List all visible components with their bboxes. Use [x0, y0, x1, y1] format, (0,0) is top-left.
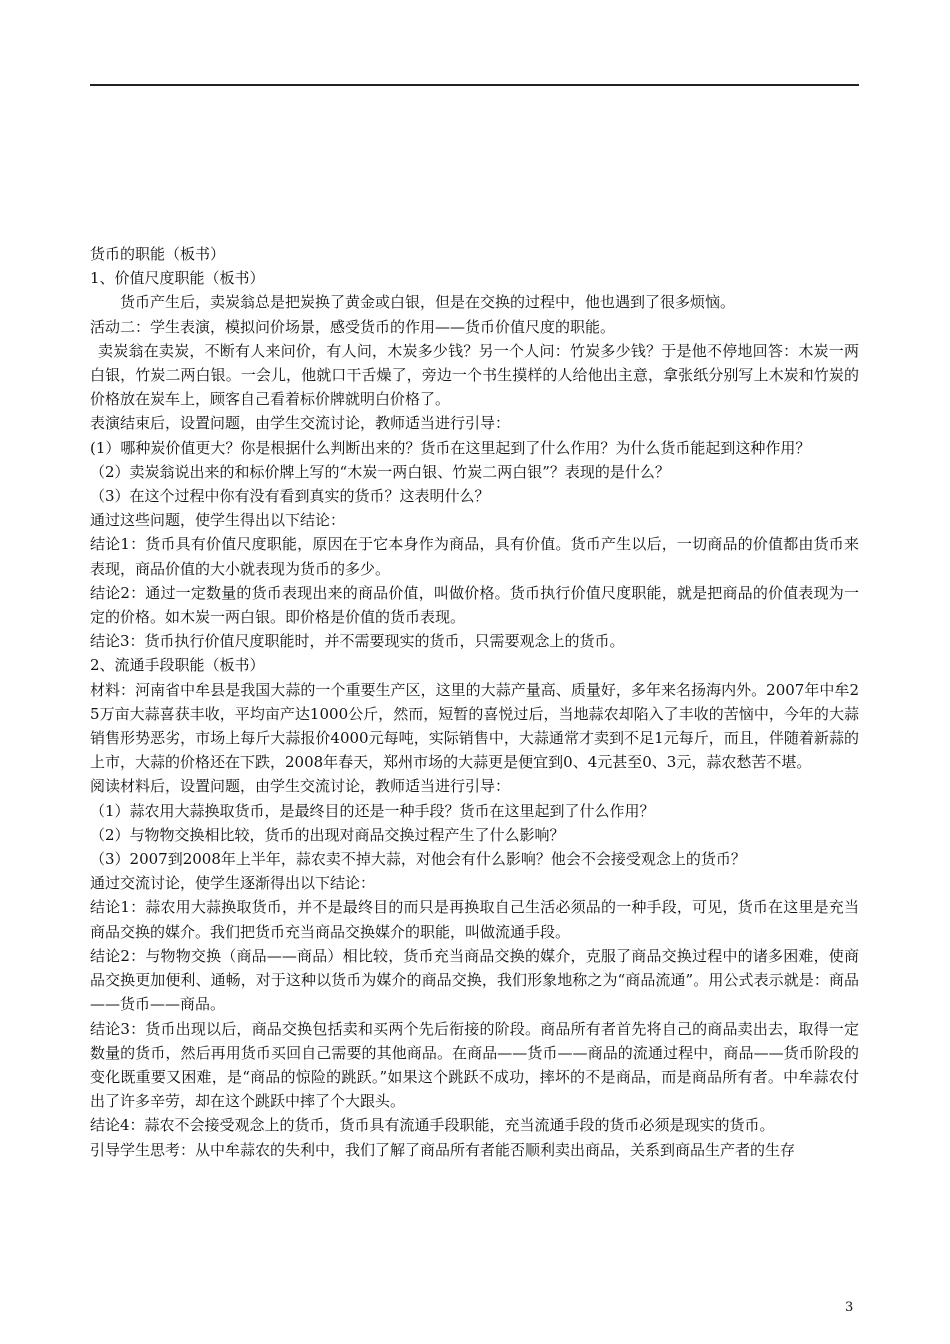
page-number: 3 — [845, 1300, 854, 1315]
paragraph: 卖炭翁在卖炭，不断有人来问价，有人问，木炭多少钱？另一个人问：竹炭多少钱？于是他不停地回答：木炭一两白银，竹炭二两白银。一会儿，他就口干舌燥了，旁边一个书生摸样的人给他出主意，拿张纸分别写上木炭和竹炭的价格放在炭车上，顾客自己看着标价牌就明白价格了。 — [90, 341, 859, 409]
conclusion-item: 结论2：通过一定数量的货币表现出来的商品价值，叫做价格。货币执行价值尺度职能，就是把商品的价值表现为一定的价格。如木炭一两白银。即价格是价值的货币表现。 — [90, 583, 859, 627]
conclusion-item: 结论2：与物物交换（商品——商品）相比较，货币充当商品交换的媒介，克服了商品交换过程中的诸多困难，使商品交换更加便利、通畅，对于这种以货币为媒介的商品交换，我们形象地称之为“商品流通”。用公式表示就是：商品——货币——商品。 — [90, 946, 859, 1014]
conclusion-item: 结论4：蒜农不会接受观念上的货币，货币具有流通手段职能，充当流通手段的货币必须是现实的货币。 — [90, 1116, 775, 1135]
paragraph: 货币产生后，卖炭翁总是把炭换了黄金或白银，但是在交换的过程中，他也遇到了很多烦恼。 — [120, 293, 736, 312]
conclusion-item: 结论1：蒜农用大蒜换取货币，并不是最终目的而只是再换取自己生活必须品的一种手段，可见，货币在这里是充当商品交换的媒介。我们把货币充当商品交换媒介的职能，叫做流通手段。 — [90, 898, 859, 941]
activity-line: 活动二：学生表演，模拟问价场景，感受货币的作用——货币价值尺度的职能。 — [90, 317, 616, 336]
paragraph: 通过这些问题，使学生得出以下结论： — [90, 511, 346, 530]
document-body — [90, 242, 859, 1162]
conclusion-item: 结论3：货币执行价值尺度职能时，并不需要现实的货币，只需要观念上的货币。 — [90, 632, 625, 651]
question-item: （2）与物物交换相比较，货币的出现对商品交换过程产生了什么影响？ — [90, 825, 565, 844]
paragraph: 阅读材料后，设置问题，由学生交流讨论，教师适当进行引导： — [90, 777, 511, 796]
paragraph: 引导学生思考：从中牟蒜农的失利中，我们了解了商品所有者能否顺利卖出商品，关系到商品生产者的生存 — [90, 1140, 796, 1159]
question-item: （1）蒜农用大蒜换取货币，是最终目的还是一种手段？货币在这里起到了什么作用？ — [90, 801, 655, 820]
subsection-heading-value-measure: 1、价值尺度职能（板书） — [90, 269, 265, 288]
header-rule — [90, 84, 859, 86]
question-item: （3）2007到2008年上半年，蒜农卖不掉大蒜，对他会有什么影响？他会不会接受观念上的货币？ — [90, 850, 746, 869]
question-item: (1）哪种炭价值更大？你是根据什么判断出来的？货币在这里起到了什么作用？为什么货币能起到这种作用？ — [90, 438, 811, 457]
paragraph: 通过交流讨论，使学生逐渐得出以下结论： — [90, 874, 376, 893]
conclusion-item: 结论1：货币具有价值尺度职能，原因在于它本身作为商品，具有价值。货币产生以后，一切商品的价值都由货币来表现，商品价值的大小就表现为货币的多少。 — [90, 535, 859, 578]
paragraph: 表演结束后，设置问题，由学生交流讨论，教师适当进行引导： — [90, 414, 511, 433]
section-heading-money-functions: 货币的职能（板书） — [90, 245, 226, 263]
material-paragraph: 材料：河南省中牟县是我国大蒜的一个重要生产区，这里的大蒜产量高、质量好，多年来名扬海内外。2007年中牟25万亩大蒜喜获丰收，平均亩产达1000公斤，然而，短暂的喜悦过后，当地蒜农却陷入了丰收的苦恼中，今年的大蒜销售形势恶劣，市场上每斤大蒜报价4000元每吨，实际销售中，大蒜通常才卖到不足1元每斤，而且，伴随着新蒜的上市，大蒜的价格还在下跌，2008年春天，郑州市场的大蒜更是便宜到0、4元甚至0、3元，蒜农愁苦不堪。 — [90, 680, 859, 772]
conclusion-item: 结论3：货币出现以后，商品交换包括卖和买两个先后衔接的阶段。商品所有者首先将自己的商品卖出去，取得一定数量的货币，然后再用货币买回自己需要的其他商品。在商品——货币——商品的流通过程中，商品——货币阶段的变化既重要又困难，是“商品的惊险的跳跃。”如果这个跳跃不成功，摔坏的不是商品，而是商品所有者。中牟蒜农付出了许多辛劳，却在这个跳跃中摔了个大跟头。 — [90, 1019, 859, 1111]
question-item: （2）卖炭翁说出来的和标价牌上写的“木炭一两白银、竹炭二两白银”？表现的是什么？ — [90, 462, 670, 481]
question-item: （3）在这个过程中你有没有看到真实的货币？这表明什么？ — [90, 487, 490, 506]
subsection-heading-circulation: 2、流通手段职能（板书） — [90, 656, 265, 675]
